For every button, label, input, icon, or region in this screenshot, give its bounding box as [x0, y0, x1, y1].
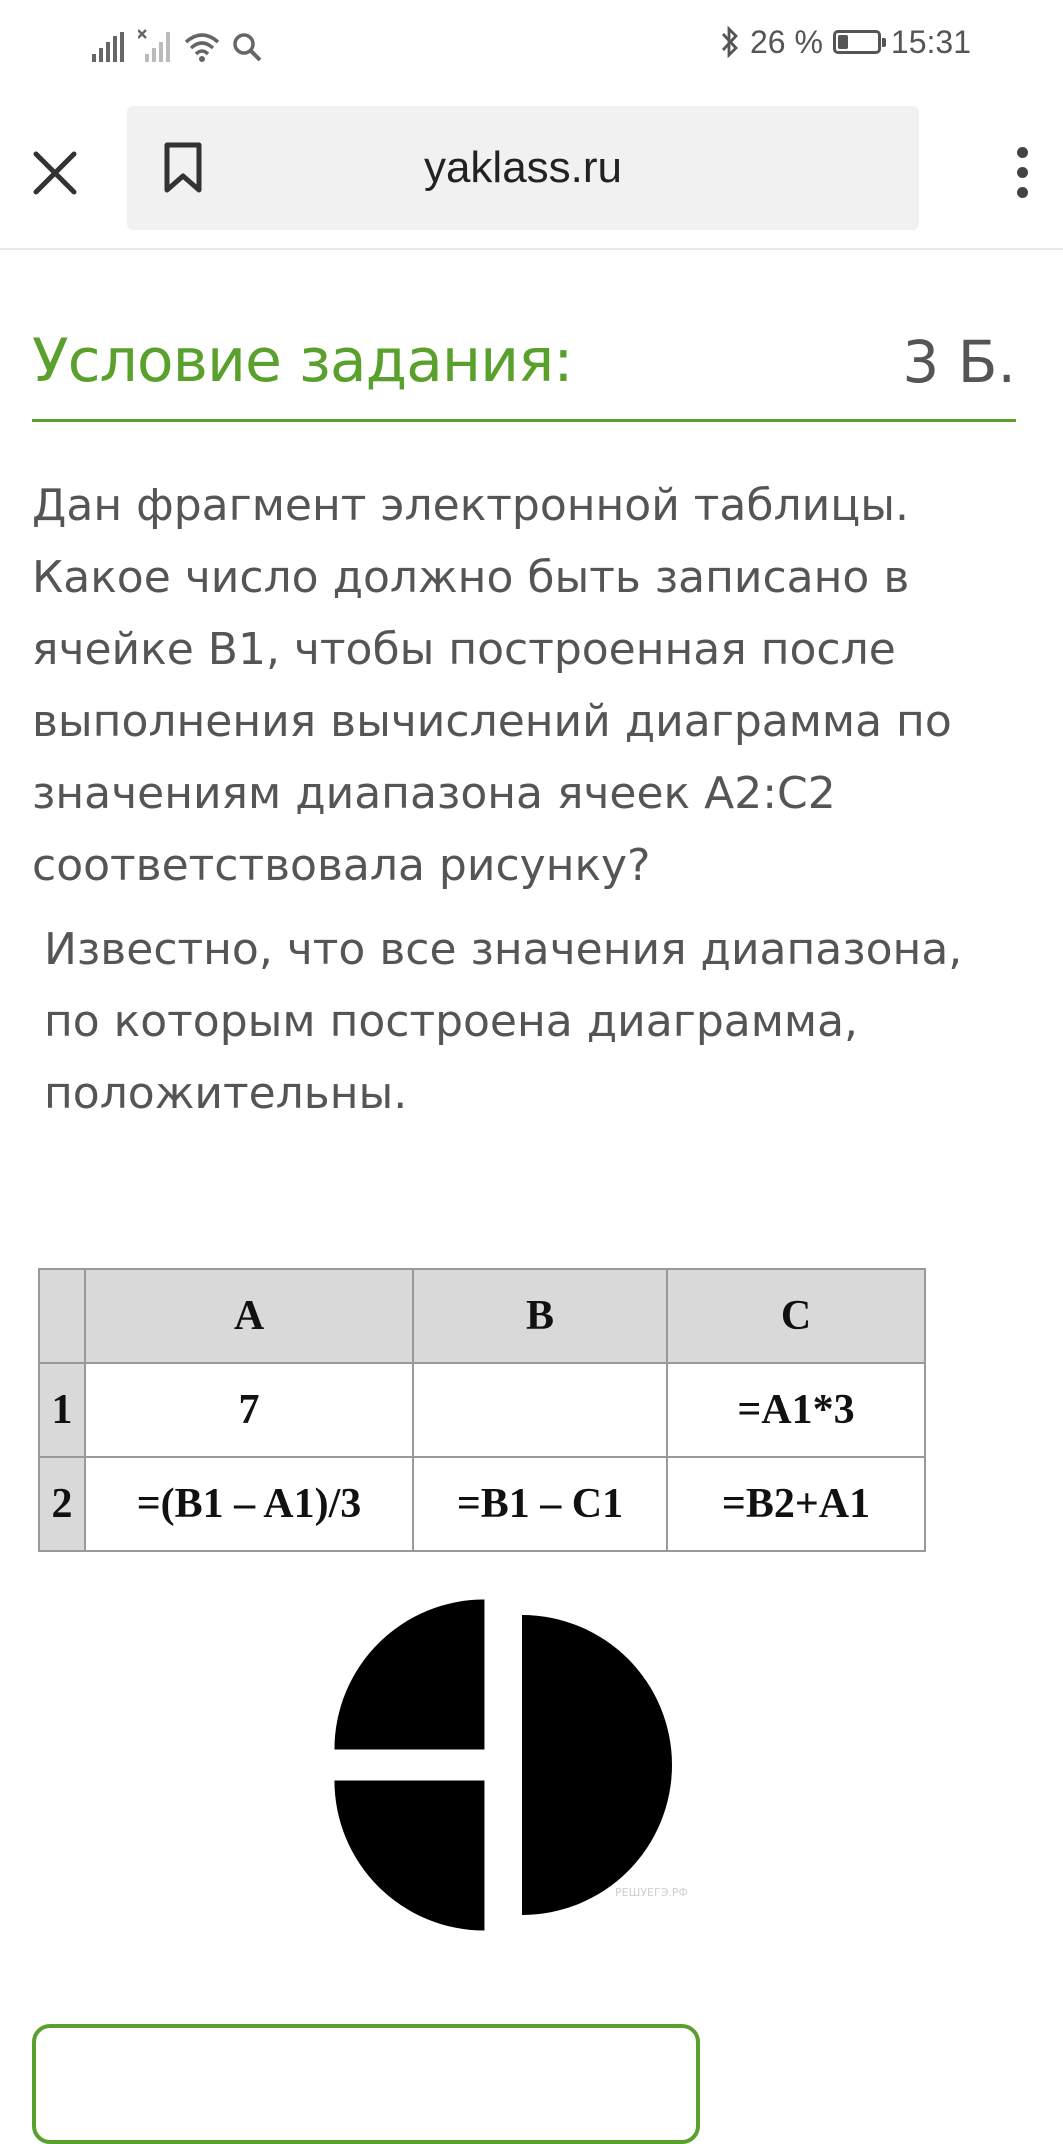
- sheet-row: [39, 1363, 925, 1457]
- pie-slice: [334, 1599, 484, 1749]
- more-vert-icon-dot: [1017, 187, 1028, 198]
- url-text: yaklass.ru: [423, 143, 623, 192]
- signal-no-service-icon: [138, 28, 172, 62]
- task-score: 3 Б.: [902, 328, 1016, 396]
- cell-b1: [413, 1363, 667, 1457]
- sheet-header-row: [39, 1269, 925, 1363]
- task-title: Условие задания:: [32, 326, 573, 396]
- pie-chart: [290, 1565, 710, 1965]
- cell-b2: =B1 – C1: [413, 1457, 667, 1551]
- column-header: A: [85, 1269, 413, 1363]
- cell-a2: =(B1 – A1)/3: [85, 1457, 413, 1551]
- browser-toolbar: [0, 90, 1063, 250]
- sheet-row: [39, 1457, 925, 1551]
- spreadsheet-fragment: [38, 1268, 926, 1552]
- status-bar: [0, 0, 1063, 90]
- close-button[interactable]: [22, 140, 88, 206]
- column-header: B: [413, 1269, 667, 1363]
- watermark: РЕШУЕГЭ.РФ: [615, 1886, 688, 1899]
- row-header: 1: [39, 1363, 85, 1457]
- cell-c2: =B2+A1: [667, 1457, 925, 1551]
- clock: 15:31: [890, 23, 971, 60]
- wifi-icon: [184, 32, 220, 62]
- sheet-corner: [39, 1269, 85, 1363]
- page-content: [32, 250, 1016, 1119]
- bluetooth-icon: [720, 25, 740, 59]
- more-options-button[interactable]: [1007, 132, 1037, 212]
- more-vert-icon-dot: [1017, 167, 1028, 178]
- cell-c1: =A1*3: [667, 1363, 925, 1457]
- task-text: [32, 470, 1016, 1142]
- task-question: Дан фрагмент электронной таблицы. Какое число должно быть записано в ячейке B1, чтобы построенная после выполнения вычислений диаграмма по значениям диапазона ячеек A2:C2 соответствовала рисунку?: [32, 480, 952, 891]
- row-header: 2: [39, 1457, 85, 1551]
- pie-slice: [334, 1781, 484, 1931]
- battery-icon: [833, 30, 881, 54]
- url-bar[interactable]: [127, 106, 919, 230]
- cell-a1: 7: [85, 1363, 413, 1457]
- battery-level: [838, 35, 848, 49]
- answer-input[interactable]: [32, 2024, 700, 2144]
- more-vert-icon: [1017, 147, 1028, 158]
- task-note: Известно, что все значения диапазона, по которым построена диаграмма, положительны.: [44, 924, 963, 1119]
- pie-slice: [522, 1615, 672, 1915]
- search-icon: [232, 32, 262, 62]
- status-info: [720, 22, 971, 62]
- task-header: [32, 250, 1016, 422]
- status-indicators: [92, 22, 262, 62]
- battery-percent: 26 %: [749, 23, 823, 60]
- column-header: C: [667, 1269, 925, 1363]
- signal-icon: [92, 32, 126, 62]
- close-icon: [32, 150, 78, 196]
